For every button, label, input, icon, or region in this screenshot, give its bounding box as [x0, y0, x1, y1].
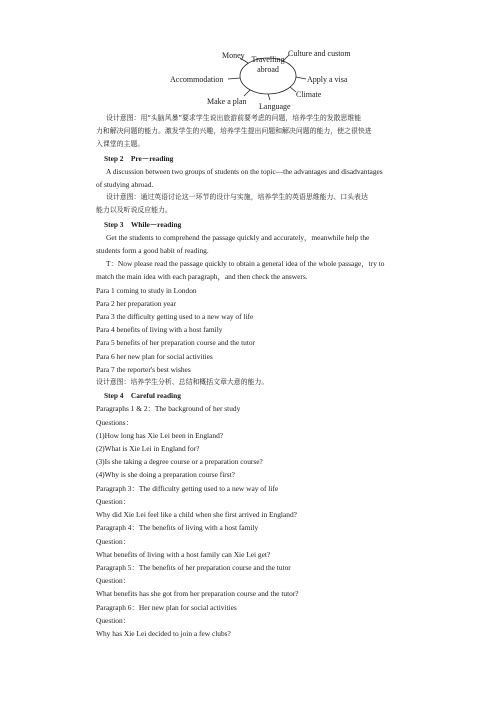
step2-text-2: of studying abroad.	[96, 180, 154, 190]
step4-line-17: Question：	[96, 615, 131, 625]
para-item-4: Para 4 benefits of living with a host family	[96, 325, 223, 335]
step4-line-13: Paragraph 5：The benefits of her preparation course and the tutor	[96, 562, 291, 572]
node-accommodation: Accommodation	[170, 75, 224, 84]
step2-design-2: 能力以及听说反应能力。	[96, 206, 172, 215]
design-intent-1a: 设计意图：用“头脑风暴”要求学生说出旅游前要考虑的问题，培养学生的发散思维能	[106, 114, 362, 122]
design-intent-1b: 力和解决问题的能力。激发学生的兴趣，培养学生提出问题和解决问题的能力，使之很快进	[96, 127, 372, 136]
step4-line-9: Why did Xie Lei feel like a child when she first arrived in England?	[96, 510, 297, 520]
design-intent-1c: 入课堂的主题。	[96, 140, 145, 149]
center-line-2: abroad	[257, 65, 279, 74]
line-plan	[244, 90, 250, 96]
node-visa: Apply a visa	[307, 75, 348, 84]
center-line-1: Travelling	[251, 55, 285, 64]
mind-map	[0, 0, 500, 115]
step4-line-1: Paragraphs 1 & 2：The background of her study	[96, 404, 241, 414]
lesson-text	[96, 112, 426, 640]
node-culture: Culture and custom	[288, 49, 351, 58]
line-language	[268, 94, 270, 100]
step4-heading: Step 4 Careful reading	[104, 391, 181, 401]
step4-line-14: Question：	[96, 576, 131, 586]
step3-heading: Step 3 While－reading	[104, 219, 182, 229]
step2-design-1: 设计意图：通过英语讨论这一环节的设计与实施，培养学生的英语思维能力、口头表达	[106, 193, 368, 202]
node-plan: Make a plan	[207, 97, 247, 106]
step4-line-10: Paragraph 4：The benefits of living with a host family	[96, 523, 259, 533]
para-item-3: Para 3 the difficulty getting used to a new way of life	[96, 312, 254, 322]
para-item-2: Para 2 her preparation year	[96, 298, 177, 308]
step3-intro-1: Get the students to comprehend the passage quickly and accurately，meanwhile help the	[106, 232, 370, 242]
step4-line-3: (1)How long has Xie Lei been in England?	[96, 430, 224, 440]
para-item-7: Para 7 the reporter's best wishes	[96, 364, 191, 374]
step3-design: 设计意图：培养学生分析、总结和概括文章大意的能力。	[96, 378, 269, 387]
node-language: Language	[259, 102, 291, 111]
step3-intro-2: students form a good habit of reading.	[96, 246, 209, 256]
step2-heading: Step 2 Pre－reading	[104, 153, 174, 163]
step4-line-18: Why has Xie Lei decided to join a few clubs?	[96, 628, 231, 638]
step4-line-4: (2)What is Xie Lei in England for?	[96, 444, 200, 454]
para-item-6: Para 6 her new plan for social activities	[96, 351, 213, 361]
step4-line-15: What benefits has she got from her preparation course and the tutor?	[96, 589, 299, 599]
step4-line-7: Paragraph 3：The difficulty getting used to a new way of life	[96, 483, 279, 493]
step4-line-5: (3)Is she taking a degree course or a preparation course?	[96, 457, 263, 467]
node-climate: Climate	[296, 90, 322, 99]
para-item-5: Para 5 benefits of her preparation course and the tutor	[96, 338, 256, 348]
step2-text-1: A discussion between two groups of students on the topic—the advantages and disadvantages	[106, 166, 383, 176]
step4-line-6: (4)Why is she doing a preparation course first?	[96, 470, 235, 480]
mind-map-center	[238, 55, 298, 75]
para-item-1: Para 1 coming to study in London	[96, 285, 197, 295]
step4-line-8: Question：	[96, 496, 131, 506]
node-money: Money	[222, 51, 245, 60]
step4-line-2: Questions：	[96, 417, 133, 427]
step4-line-16: Paragraph 6：Her new plan for social activities	[96, 602, 237, 612]
step3-task-2: match the main idea with each paragraph，and then check the answers.	[96, 272, 308, 282]
step4-line-12: What benefits of living with a host family can Xie Lei get?	[96, 549, 271, 559]
step3-task-1: T：Now please read the passage quickly to obtain a general idea of the whole passage，try to	[106, 259, 385, 269]
line-accommodation	[228, 78, 240, 79]
step4-line-11: Question：	[96, 536, 131, 546]
line-visa	[296, 77, 306, 79]
